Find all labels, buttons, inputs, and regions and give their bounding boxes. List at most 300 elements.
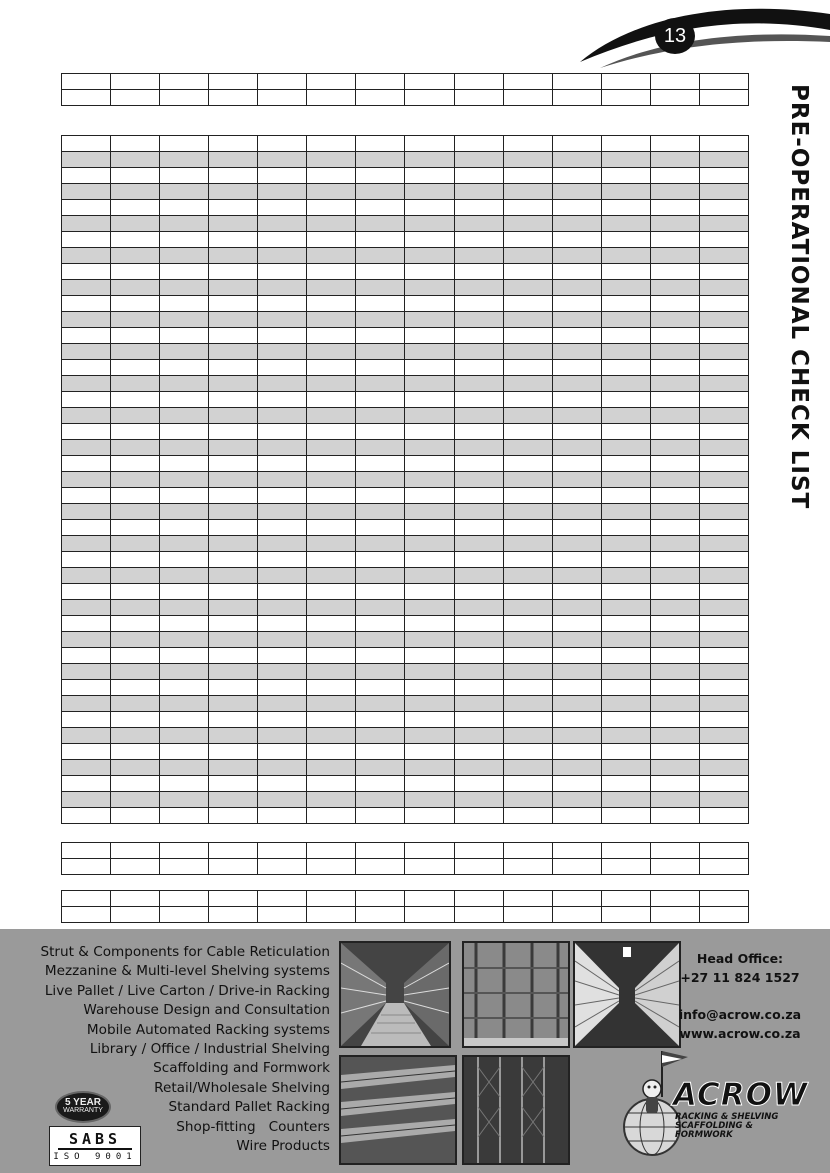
table-cell: [503, 568, 552, 584]
table-cell: [160, 504, 209, 520]
table-cell: [503, 344, 552, 360]
table-cell: [356, 552, 405, 568]
table-cell: [209, 90, 258, 106]
table-cell: [307, 360, 356, 376]
table-cell: [405, 584, 454, 600]
table-cell: [62, 696, 111, 712]
table-cell: [699, 264, 748, 280]
table-cell: [209, 328, 258, 344]
table-cell: [699, 536, 748, 552]
table-cell: [307, 536, 356, 552]
table-cell: [650, 376, 699, 392]
table-cell: [601, 616, 650, 632]
table-cell: [258, 568, 307, 584]
table-cell: [209, 408, 258, 424]
table-cell: [111, 568, 160, 584]
checklist-header-table: [61, 73, 749, 106]
table-cell: [552, 632, 601, 648]
table-cell: [258, 891, 307, 907]
table-row: [62, 520, 749, 536]
table-cell: [209, 456, 258, 472]
table-cell: [503, 728, 552, 744]
table-cell: [62, 907, 111, 923]
table-cell: [62, 376, 111, 392]
table-cell: [601, 360, 650, 376]
table-cell: [552, 360, 601, 376]
table-cell: [699, 744, 748, 760]
table-cell: [454, 216, 503, 232]
table-cell: [307, 552, 356, 568]
table-cell: [160, 552, 209, 568]
table-cell: [503, 328, 552, 344]
table-row: [62, 328, 749, 344]
table-cell: [454, 891, 503, 907]
table-cell: [650, 424, 699, 440]
table-cell: [405, 216, 454, 232]
warranty-badge: [55, 1091, 111, 1123]
table-cell: [62, 216, 111, 232]
table-cell: [405, 568, 454, 584]
table-row: [62, 859, 749, 875]
table-cell: [209, 907, 258, 923]
table-cell: [552, 792, 601, 808]
table-cell: [650, 744, 699, 760]
table-cell: [258, 136, 307, 152]
table-cell: [699, 392, 748, 408]
table-cell: [454, 808, 503, 824]
table-cell: [356, 696, 405, 712]
table-cell: [62, 280, 111, 296]
table-cell: [601, 907, 650, 923]
table-cell: [258, 648, 307, 664]
table-cell: [650, 808, 699, 824]
table-cell: [552, 248, 601, 264]
table-cell: [62, 712, 111, 728]
table-cell: [699, 648, 748, 664]
table-cell: [307, 392, 356, 408]
table-cell: [503, 424, 552, 440]
table-cell: [552, 744, 601, 760]
table-cell: [209, 440, 258, 456]
table-cell: [601, 568, 650, 584]
table-cell: [209, 472, 258, 488]
table-cell: [307, 424, 356, 440]
table-cell: [111, 776, 160, 792]
table-cell: [552, 712, 601, 728]
checklist-signoff-table: [61, 890, 749, 923]
table-cell: [601, 776, 650, 792]
table-cell: [699, 424, 748, 440]
table-cell: [405, 744, 454, 760]
table-cell: [62, 232, 111, 248]
table-cell: [650, 200, 699, 216]
table-cell: [650, 152, 699, 168]
table-cell: [356, 328, 405, 344]
table-cell: [552, 168, 601, 184]
table-cell: [601, 520, 650, 536]
table-cell: [160, 312, 209, 328]
table-cell: [356, 568, 405, 584]
table-cell: [699, 152, 748, 168]
table-cell: [699, 760, 748, 776]
table-cell: [699, 616, 748, 632]
table-cell: [209, 136, 258, 152]
table-cell: [503, 136, 552, 152]
table-row: [62, 344, 749, 360]
table-cell: [503, 632, 552, 648]
table-cell: [62, 74, 111, 90]
email-address: info@acrow.co.za: [678, 1007, 802, 1022]
table-cell: [160, 296, 209, 312]
table-cell: [160, 328, 209, 344]
table-cell: [405, 891, 454, 907]
header-swoosh-decoration: [570, 0, 830, 80]
table-cell: [552, 312, 601, 328]
table-cell: [160, 712, 209, 728]
service-item: Live Pallet / Live Carton / Drive-in Racking: [44, 982, 330, 999]
table-cell: [209, 536, 258, 552]
table-cell: [258, 424, 307, 440]
table-cell: [258, 843, 307, 859]
table-row: [62, 74, 749, 90]
table-cell: [62, 600, 111, 616]
table-cell: [405, 424, 454, 440]
service-item: Standard Pallet Racking: [168, 1099, 330, 1116]
table-cell: [454, 712, 503, 728]
table-cell: [601, 280, 650, 296]
table-cell: [405, 600, 454, 616]
table-cell: [209, 280, 258, 296]
table-cell: [601, 376, 650, 392]
table-cell: [601, 843, 650, 859]
table-cell: [503, 891, 552, 907]
table-cell: [650, 90, 699, 106]
table-cell: [601, 408, 650, 424]
table-cell: [209, 632, 258, 648]
table-row: [62, 168, 749, 184]
table-cell: [699, 74, 748, 90]
table-cell: [209, 296, 258, 312]
table-cell: [601, 152, 650, 168]
table-cell: [650, 472, 699, 488]
table-cell: [405, 680, 454, 696]
table-cell: [258, 232, 307, 248]
table-cell: [601, 456, 650, 472]
table-cell: [503, 696, 552, 712]
table-cell: [307, 891, 356, 907]
table-cell: [405, 760, 454, 776]
table-cell: [552, 280, 601, 296]
table-cell: [503, 616, 552, 632]
table-cell: [552, 680, 601, 696]
table-cell: [552, 328, 601, 344]
table-cell: [62, 184, 111, 200]
table-cell: [454, 200, 503, 216]
table-cell: [160, 488, 209, 504]
table-cell: [454, 728, 503, 744]
table-cell: [209, 568, 258, 584]
table-cell: [405, 792, 454, 808]
table-cell: [62, 792, 111, 808]
table-cell: [601, 488, 650, 504]
table-row: [62, 90, 749, 106]
table-cell: [160, 90, 209, 106]
table-row: [62, 408, 749, 424]
table-cell: [454, 440, 503, 456]
table-row: [62, 456, 749, 472]
table-cell: [552, 760, 601, 776]
table-cell: [62, 568, 111, 584]
table-cell: [209, 520, 258, 536]
table-cell: [62, 296, 111, 312]
table-cell: [699, 568, 748, 584]
table-cell: [258, 328, 307, 344]
table-cell: [209, 696, 258, 712]
table-cell: [699, 680, 748, 696]
table-cell: [307, 680, 356, 696]
table-cell: [209, 264, 258, 280]
table-cell: [552, 152, 601, 168]
table-cell: [111, 392, 160, 408]
table-cell: [405, 472, 454, 488]
table-cell: [307, 808, 356, 824]
table-row: [62, 891, 749, 907]
table-cell: [111, 168, 160, 184]
table-cell: [503, 216, 552, 232]
head-office-label: Head Office:: [696, 951, 784, 966]
table-cell: [160, 424, 209, 440]
table-cell: [160, 696, 209, 712]
table-row: [62, 760, 749, 776]
table-cell: [454, 136, 503, 152]
table-cell: [258, 600, 307, 616]
table-cell: [62, 392, 111, 408]
table-cell: [405, 632, 454, 648]
table-cell: [356, 248, 405, 264]
service-item: Strut & Components for Cable Reticulation: [40, 944, 330, 960]
table-cell: [699, 632, 748, 648]
table-cell: [111, 248, 160, 264]
table-cell: [160, 728, 209, 744]
table-cell: [258, 456, 307, 472]
table-cell: [503, 488, 552, 504]
table-cell: [356, 344, 405, 360]
table-cell: [552, 440, 601, 456]
table-row: [62, 200, 749, 216]
table-cell: [209, 312, 258, 328]
table-cell: [160, 376, 209, 392]
table-cell: [503, 907, 552, 923]
table-row: [62, 696, 749, 712]
table-cell: [454, 90, 503, 106]
table-cell: [699, 891, 748, 907]
table-cell: [503, 552, 552, 568]
table-cell: [650, 552, 699, 568]
table-cell: [601, 792, 650, 808]
table-cell: [503, 184, 552, 200]
table-cell: [552, 472, 601, 488]
table-cell: [307, 376, 356, 392]
table-cell: [307, 728, 356, 744]
table-cell: [650, 907, 699, 923]
table-cell: [356, 584, 405, 600]
table-cell: [699, 232, 748, 248]
table-row: [62, 843, 749, 859]
table-row: [62, 664, 749, 680]
table-cell: [405, 200, 454, 216]
table-cell: [601, 664, 650, 680]
table-cell: [111, 328, 160, 344]
table-cell: [62, 504, 111, 520]
table-cell: [307, 472, 356, 488]
table-cell: [356, 632, 405, 648]
table-cell: [111, 264, 160, 280]
table-cell: [601, 648, 650, 664]
table-cell: [699, 344, 748, 360]
table-cell: [258, 200, 307, 216]
table-cell: [503, 792, 552, 808]
table-cell: [356, 616, 405, 632]
table-cell: [552, 891, 601, 907]
table-cell: [552, 136, 601, 152]
table-cell: [356, 280, 405, 296]
table-cell: [111, 424, 160, 440]
table-cell: [650, 696, 699, 712]
table-cell: [62, 648, 111, 664]
table-cell: [650, 520, 699, 536]
table-cell: [356, 408, 405, 424]
table-cell: [258, 376, 307, 392]
table-cell: [601, 296, 650, 312]
table-cell: [454, 408, 503, 424]
table-cell: [405, 328, 454, 344]
table-row: [62, 472, 749, 488]
table-cell: [503, 520, 552, 536]
table-cell: [405, 264, 454, 280]
table-cell: [307, 184, 356, 200]
table-cell: [356, 776, 405, 792]
table-cell: [160, 280, 209, 296]
table-cell: [258, 216, 307, 232]
table-cell: [503, 376, 552, 392]
table-cell: [552, 907, 601, 923]
table-cell: [552, 584, 601, 600]
table-cell: [111, 648, 160, 664]
table-cell: [209, 808, 258, 824]
table-row: [62, 552, 749, 568]
sabs-iso-badge: [49, 1126, 141, 1166]
table-cell: [160, 907, 209, 923]
table-cell: [160, 520, 209, 536]
table-cell: [699, 136, 748, 152]
table-cell: [356, 664, 405, 680]
table-cell: [699, 200, 748, 216]
table-cell: [454, 74, 503, 90]
table-cell: [62, 584, 111, 600]
table-cell: [356, 136, 405, 152]
table-cell: [405, 504, 454, 520]
table-cell: [699, 792, 748, 808]
table-cell: [111, 456, 160, 472]
table-cell: [307, 600, 356, 616]
table-cell: [307, 152, 356, 168]
table-cell: [307, 504, 356, 520]
table-cell: [62, 424, 111, 440]
table-cell: [699, 360, 748, 376]
table-cell: [209, 648, 258, 664]
table-cell: [405, 90, 454, 106]
table-cell: [160, 248, 209, 264]
table-cell: [160, 568, 209, 584]
table-cell: [62, 859, 111, 875]
table-row: [62, 907, 749, 923]
table-cell: [62, 680, 111, 696]
table-cell: [62, 891, 111, 907]
table-cell: [405, 648, 454, 664]
table-cell: [650, 859, 699, 875]
table-row: [62, 792, 749, 808]
table-cell: [405, 776, 454, 792]
table-cell: [454, 248, 503, 264]
table-cell: [111, 90, 160, 106]
table-cell: [601, 168, 650, 184]
table-cell: [699, 472, 748, 488]
table-cell: [258, 152, 307, 168]
table-cell: [552, 392, 601, 408]
service-item: Library / Office / Industrial Shelving: [89, 1041, 330, 1058]
table-cell: [160, 440, 209, 456]
table-cell: [160, 392, 209, 408]
table-cell: [454, 360, 503, 376]
table-cell: [209, 744, 258, 760]
table-cell: [356, 184, 405, 200]
table-cell: [650, 792, 699, 808]
table-cell: [160, 200, 209, 216]
table-cell: [307, 616, 356, 632]
table-cell: [62, 632, 111, 648]
table-cell: [307, 328, 356, 344]
table-cell: [454, 664, 503, 680]
table-cell: [650, 600, 699, 616]
table-cell: [111, 728, 160, 744]
table-cell: [552, 184, 601, 200]
table-cell: [405, 74, 454, 90]
table-cell: [650, 168, 699, 184]
table-cell: [454, 536, 503, 552]
table-cell: [307, 232, 356, 248]
table-cell: [160, 744, 209, 760]
table-cell: [356, 891, 405, 907]
table-cell: [111, 536, 160, 552]
table-cell: [356, 728, 405, 744]
table-cell: [503, 776, 552, 792]
table-cell: [307, 696, 356, 712]
table-cell: [356, 520, 405, 536]
table-cell: [356, 168, 405, 184]
table-cell: [209, 424, 258, 440]
table-cell: [111, 488, 160, 504]
table-cell: [405, 376, 454, 392]
table-cell: [650, 584, 699, 600]
table-cell: [405, 616, 454, 632]
table-cell: [111, 504, 160, 520]
table-cell: [601, 248, 650, 264]
table-cell: [356, 648, 405, 664]
table-cell: [405, 520, 454, 536]
table-cell: [503, 744, 552, 760]
table-row: [62, 648, 749, 664]
table-row: [62, 808, 749, 824]
